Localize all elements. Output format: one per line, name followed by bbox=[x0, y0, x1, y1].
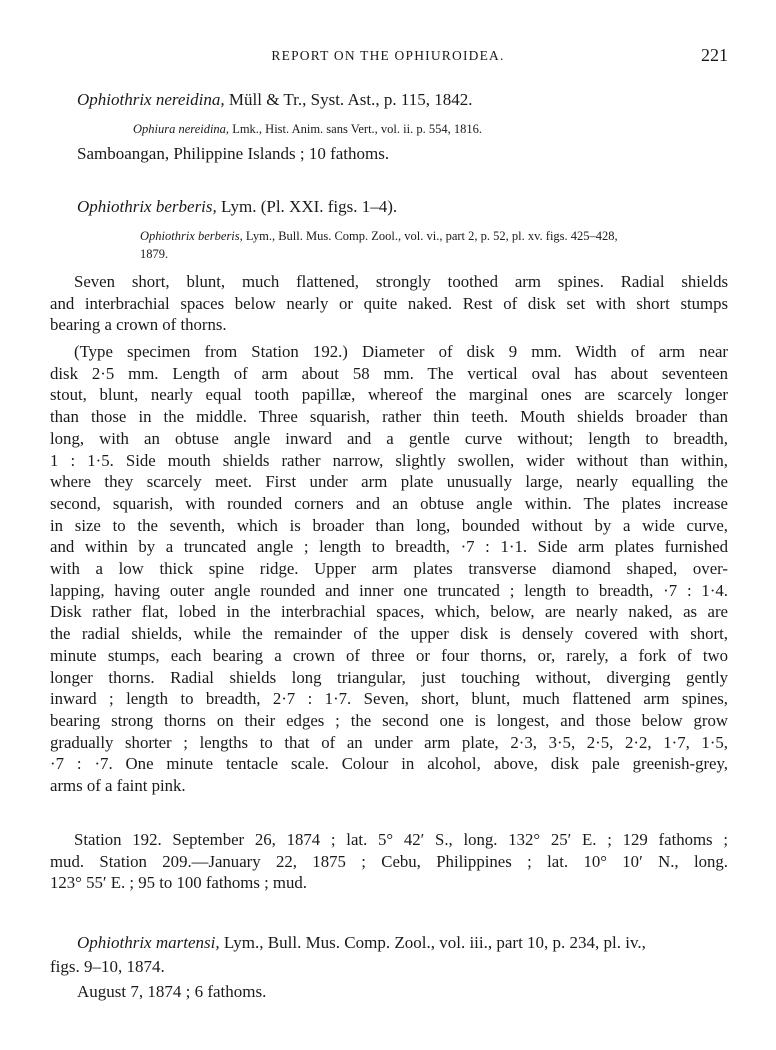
text-line: arms of a faint pink. bbox=[50, 776, 186, 796]
synonym-line bbox=[140, 229, 618, 244]
text-line: stout, blunt, nearly equal tooth papillæ, whereof the marginal ones are scarcely longer bbox=[50, 385, 728, 405]
text-line: second, squarish, with rounded corners and an obtuse angle within. The plates increase bbox=[50, 493, 728, 513]
station-paragraph bbox=[50, 829, 728, 894]
description-paragraph bbox=[50, 341, 728, 797]
text-line: lapping, having outer angle rounded and inner one truncated ; length to breadth, ·7 : 1·4. bbox=[50, 580, 728, 600]
text-line: inward ; length to breadth, 2·7 : 1·7. Seven, short, blunt, much flattened arm spines, bbox=[50, 689, 728, 709]
text-line: bearing strong thorns on their edges ; the second one is longest, and those below grow bbox=[50, 710, 728, 730]
text-line: mud. Station 209.—January 22, 1875 ; Cebu, Philippines ; lat. 10° 10′ N., long. bbox=[50, 851, 728, 871]
synonym-citation: Lym., Bull. Mus. Comp. Zool., vol. vi., part 2, p. 52, pl. xv. figs. 425–428, bbox=[242, 229, 618, 243]
species-citation: Müll & Tr., Syst. Ast., p. 115, 1842. bbox=[224, 90, 473, 109]
species-name: Ophiothrix martensi, bbox=[77, 933, 220, 952]
text-line: (Type specimen from Station 192.) Diameter of disk 9 mm. Width of arm near bbox=[74, 342, 728, 361]
species-name: Ophiothrix nereidina, bbox=[77, 90, 225, 109]
species-citation: Lym. (Pl. XXI. figs. 1–4). bbox=[216, 197, 398, 216]
text-line: Disk rather flat, lobed in the interbrachial spaces, which, below, are nearly naked, as are bbox=[50, 602, 728, 622]
text-line: Seven short, blunt, much flattened, strongly toothed arm spines. Radial shields bbox=[74, 272, 728, 291]
text-line: ·7 : ·7. One minute tentacle scale. Colour in alcohol, above, disk pale greenish-grey, bbox=[50, 754, 728, 774]
summary-paragraph bbox=[50, 271, 728, 336]
synonym-line-2: 1879. bbox=[140, 247, 169, 261]
text-line: than those in the middle. Three squarish, rather thin teeth. Mouth shields broader than bbox=[50, 407, 728, 427]
synonym-line bbox=[133, 122, 482, 137]
text-line: in size to the seventh, which is broader than long, bounded without by a wide curve, bbox=[50, 515, 728, 535]
page-number: 221 bbox=[701, 45, 728, 65]
text-line: bearing a crown of thorns. bbox=[50, 315, 227, 335]
species-citation: Lym., Bull. Mus. Comp. Zool., vol. iii., part 10, p. 234, pl. iv., bbox=[219, 933, 646, 952]
locality-line: August 7, 1874 ; 6 fathoms. bbox=[77, 982, 267, 1001]
synonym-name: Ophiothrix berberis, bbox=[140, 229, 243, 243]
locality-line: Samboangan, Philippine Islands ; 10 fathoms. bbox=[77, 144, 390, 163]
synonym-citation: Lmk., Hist. Anim. sans Vert., vol. ii. p. 554, 1816. bbox=[229, 122, 482, 136]
text-line: and interbrachial spaces below nearly or quite naked. Rest of disk set with short stumps bbox=[50, 293, 728, 313]
text-line: Station 192. September 26, 1874 ; lat. 5° 42′ S., long. 132° 25′ E. ; 129 fathoms ; bbox=[74, 830, 728, 849]
species-name: Ophiothrix berberis, bbox=[77, 197, 217, 216]
species-heading-nereidina bbox=[77, 90, 472, 110]
running-header: REPORT ON THE OPHIUROIDEA. bbox=[271, 48, 505, 63]
synonym-name: Ophiura nereidina, bbox=[133, 122, 230, 136]
text-line: and within by a truncated angle ; length to breadth, ·7 : 1·1. Side arm plates furnished bbox=[50, 537, 728, 557]
species-heading-martensi bbox=[77, 933, 646, 953]
text-line: the radial shields, while the remainder of the upper disk is densely covered with short, bbox=[50, 624, 728, 644]
text-line: with a low thick spine ridge. Upper arm plates transverse diamond shaped, over- bbox=[50, 559, 728, 579]
text-line: where they scarcely meet. First under arm plate unusually large, nearly equalling the bbox=[50, 472, 728, 492]
text-line: minute stumps, each bearing a crown of three or four thorns, or, rarely, a fork of two bbox=[50, 645, 728, 665]
text-line: 1 : 1·5. Side mouth shields rather narrow, slightly swollen, wider without than within, bbox=[50, 450, 728, 470]
citation-continuation: figs. 9–10, 1874. bbox=[50, 957, 165, 976]
text-line: longer thorns. Radial shields long triangular, just touching without, diverging gently bbox=[50, 667, 728, 687]
text-line: disk 2·5 mm. Length of arm about 58 mm. The vertical oval has about seventeen bbox=[50, 363, 728, 383]
text-line: 123° 55′ E. ; 95 to 100 fathoms ; mud. bbox=[50, 873, 307, 893]
text-line: gradually shorter ; lengths to that of an under arm plate, 2·3, 3·5, 2·5, 2·2, 1·7, 1·5, bbox=[50, 732, 728, 752]
species-heading-berberis bbox=[77, 197, 397, 217]
text-line: long, with an obtuse angle inward and a gentle curve without; length to breadth, bbox=[50, 428, 728, 448]
